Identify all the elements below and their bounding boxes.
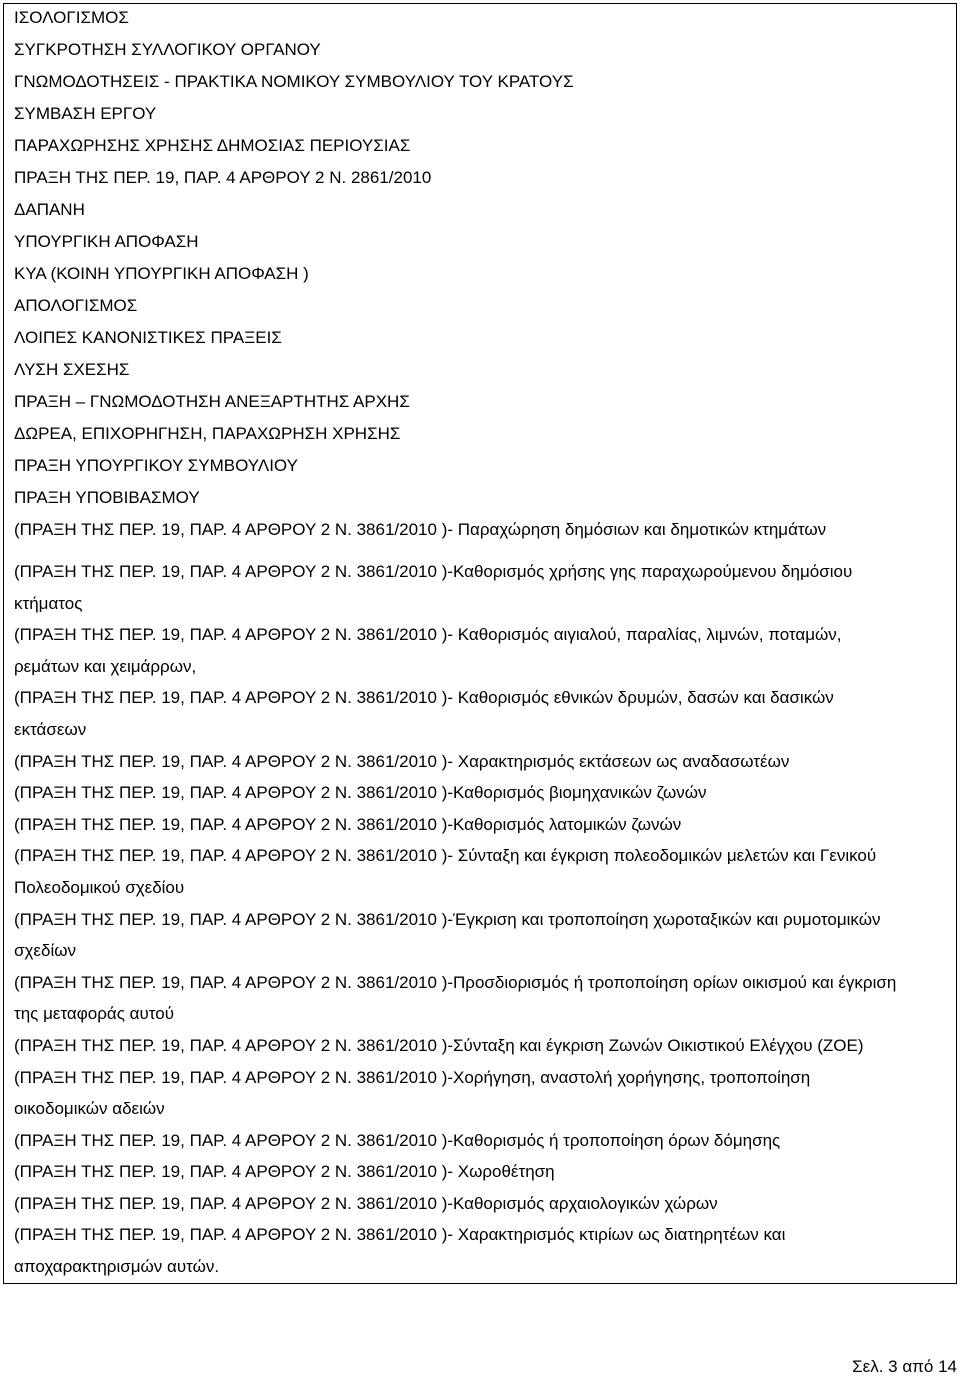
act-item-line: (ΠΡΑΞΗ ΤΗΣ ΠΕΡ. 19, ΠΑΡ. 4 ΑΡΘΡΟΥ 2 Ν. 3861/2010 )-Καθορισμός αρχαιολογικών χώρων (14, 1193, 718, 1213)
act-item-line: (ΠΡΑΞΗ ΤΗΣ ΠΕΡ. 19, ΠΑΡ. 4 ΑΡΘΡΟΥ 2 Ν. 3861/2010 )-Καθορισμός λατομικών ζωνών (14, 814, 682, 834)
act-item-line: της μεταφοράς αυτού (14, 1004, 175, 1024)
act-item (14, 746, 956, 778)
act-item (14, 1062, 956, 1125)
page-number: Σελ. 3 από 14 (852, 1357, 957, 1376)
heading-item: ΚΥΑ (ΚΟΙΝΗ ΥΠΟΥΡΓΙΚΗ ΑΠΟΦΑΣΗ ) (14, 264, 309, 283)
heading-item: ΣΥΜΒΑΣΗ ΕΡΓΟΥ (14, 104, 157, 123)
heading-item: ΓΝΩΜΟΔΟΤΗΣΕΙΣ - ΠΡΑΚΤΙΚΑ ΝΟΜΙΚΟΥ ΣΥΜΒΟΥΛΙΟΥ ΤΟΥ ΚΡΑΤΟΥΣ (14, 72, 574, 91)
act-item-line: ρεμάτων και χειμάρρων, (14, 656, 197, 676)
act-item-line: αποχαρακτηρισμών αυτών. (14, 1257, 220, 1277)
act-item-line: (ΠΡΑΞΗ ΤΗΣ ΠΕΡ. 19, ΠΑΡ. 4 ΑΡΘΡΟΥ 2 Ν. 3861/2010 )- Χαρακτηρισμός εκτάσεων ως αναδασωτέων (14, 751, 790, 771)
heading-item: ΠΡΑΞΗ ΥΠΟΥΡΓΙΚΟΥ ΣΥΜΒΟΥΛΙΟΥ (14, 456, 298, 475)
act-item-line: (ΠΡΑΞΗ ΤΗΣ ΠΕΡ. 19, ΠΑΡ. 4 ΑΡΘΡΟΥ 2 Ν. 3861/2010 )-Καθορισμός ή τροποποίηση όρων δόμησης (14, 1130, 781, 1150)
act-item (14, 1030, 956, 1062)
act-item-line: (ΠΡΑΞΗ ΤΗΣ ΠΕΡ. 19, ΠΑΡ. 4 ΑΡΘΡΟΥ 2 Ν. 3861/2010 )-Προσδιορισμός ή τροποποίηση ορίων οικισμού και έγκριση (14, 972, 897, 992)
heading-item: ΛΥΣΗ ΣΧΕΣΗΣ (14, 360, 130, 379)
act-item-line: Πολεοδομικού σχεδίου (14, 877, 185, 897)
act-item-line: (ΠΡΑΞΗ ΤΗΣ ΠΕΡ. 19, ΠΑΡ. 4 ΑΡΘΡΟΥ 2 Ν. 3861/2010 )-Καθορισμός χρήσης γης παραχωρούμενου δημόσιου (14, 562, 853, 581)
act-item (14, 777, 956, 809)
act-item (14, 840, 956, 903)
heading-item: ΠΡΑΞΗ – ΓΝΩΜΟΔΟΤΗΣΗ ΑΝΕΞΑΡΤΗΤΗΣ ΑΡΧΗΣ (14, 392, 410, 411)
act-item-line: κτήματος (14, 593, 83, 613)
heading-item: ΠΡΑΞΗ ΥΠΟΒΙΒΑΣΜΟΥ (14, 488, 200, 507)
act-item (14, 809, 956, 841)
act-item-line: (ΠΡΑΞΗ ΤΗΣ ΠΕΡ. 19, ΠΑΡ. 4 ΑΡΘΡΟΥ 2 Ν. 3861/2010 )- Καθορισμός εθνικών δρυμών, δασών και δασικών (14, 688, 834, 708)
act-item-line: (ΠΡΑΞΗ ΤΗΣ ΠΕΡ. 19, ΠΑΡ. 4 ΑΡΘΡΟΥ 2 Ν. 3861/2010 )- Χωροθέτηση (14, 1162, 555, 1182)
heading-item: ΥΠΟΥΡΓΙΚΗ ΑΠΟΦΑΣΗ (14, 232, 199, 251)
act-item (14, 619, 956, 682)
act-item-line: (ΠΡΑΞΗ ΤΗΣ ΠΕΡ. 19, ΠΑΡ. 4 ΑΡΘΡΟΥ 2 Ν. 3861/2010 )- Σύνταξη και έγκριση πολεοδομικών μελετών και Γενικού (14, 846, 877, 866)
act-item (14, 1125, 956, 1157)
act-item (14, 1219, 956, 1282)
act-item-line: (ΠΡΑΞΗ ΤΗΣ ΠΕΡ. 19, ΠΑΡ. 4 ΑΡΘΡΟΥ 2 Ν. 3861/2010 )-Σύνταξη και έγκριση Ζωνών Οικιστικού Ελέγχου (ΖΟΕ) (14, 1035, 864, 1055)
act-item-line: (ΠΡΑΞΗ ΤΗΣ ΠΕΡ. 19, ΠΑΡ. 4 ΑΡΘΡΟΥ 2 Ν. 3861/2010 )-Χορήγηση, αναστολή χορήγησης, τροποποίηση (14, 1067, 811, 1087)
act-item-line: σχεδίων (14, 941, 77, 961)
heading-item: ΠΡΑΞΗ ΤΗΣ ΠΕΡ. 19, ΠΑΡ. 4 ΑΡΘΡΟΥ 2 Ν. 2861/2010 (14, 168, 432, 187)
act-list (14, 514, 956, 1283)
heading-item: ΣΥΓΚΡΟΤΗΣΗ ΣΥΛΛΟΓΙΚΟΥ ΟΡΓΑΝΟΥ (14, 40, 321, 59)
act-item-line: (ΠΡΑΞΗ ΤΗΣ ΠΕΡ. 19, ΠΑΡ. 4 ΑΡΘΡΟΥ 2 Ν. 3861/2010 )- Καθορισμός αιγιαλού, παραλίας, λιμνών, ποταμών, (14, 625, 842, 645)
heading-item: ΑΠΟΛΟΓΙΣΜΟΣ (14, 296, 138, 315)
act-item (14, 514, 956, 546)
act-item-line: (ΠΡΑΞΗ ΤΗΣ ΠΕΡ. 19, ΠΑΡ. 4 ΑΡΘΡΟΥ 2 Ν. 3861/2010 )-Έγκριση και τροποποίηση χωροταξικών και ρυμοτομικών (14, 909, 881, 929)
heading-item: ΔΑΠΑΝΗ (14, 200, 85, 219)
act-item-line: οικοδομικών αδειών (14, 1099, 165, 1119)
act-item-line: (ΠΡΑΞΗ ΤΗΣ ΠΕΡ. 19, ΠΑΡ. 4 ΑΡΘΡΟΥ 2 Ν. 3861/2010 )- Χαρακτηρισμός κτιρίων ως διατηρητέων και (14, 1225, 786, 1245)
heading-item: ΠΑΡΑΧΩΡΗΣΗΣ ΧΡΗΣΗΣ ΔΗΜΟΣΙΑΣ ΠΕΡΙΟΥΣΙΑΣ (14, 136, 411, 155)
heading-item: ΛΟΙΠΕΣ ΚΑΝΟΝΙΣΤΙΚΕΣ ΠΡΑΞΕΙΣ (14, 328, 282, 347)
heading-item: ΙΣΟΛΟΓΙΣΜΟΣ (14, 8, 129, 27)
act-item-line: εκτάσεων (14, 719, 87, 739)
heading-item: ΔΩΡΕΑ, ΕΠΙΧΟΡΗΓΗΣΗ, ΠΑΡΑΧΩΡΗΣΗ ΧΡΗΣΗΣ (14, 424, 401, 443)
act-item-line: (ΠΡΑΞΗ ΤΗΣ ΠΕΡ. 19, ΠΑΡ. 4 ΑΡΘΡΟΥ 2 Ν. 3861/2010 )-Καθορισμός βιομηχανικών ζωνών (14, 783, 707, 803)
act-item (14, 556, 956, 619)
act-item (14, 1188, 956, 1220)
document-list-box (3, 3, 957, 1284)
heading-list (14, 3, 956, 514)
act-item (14, 967, 956, 1030)
act-item (14, 904, 956, 967)
act-item (14, 1156, 956, 1188)
act-item-line: (ΠΡΑΞΗ ΤΗΣ ΠΕΡ. 19, ΠΑΡ. 4 ΑΡΘΡΟΥ 2 Ν. 3861/2010 )- Παραχώρηση δημόσιων και δημοτικών κτημάτων (14, 520, 827, 539)
act-item (14, 682, 956, 745)
